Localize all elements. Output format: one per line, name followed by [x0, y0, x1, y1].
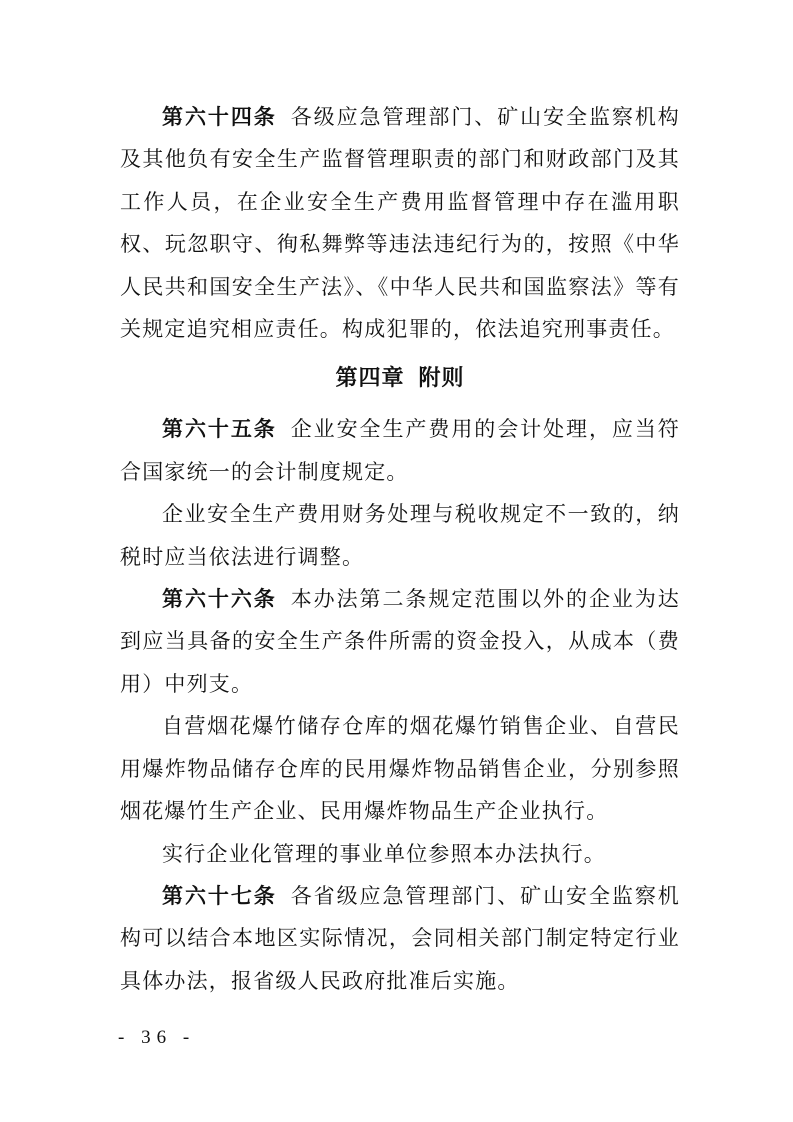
- chapter-heading: [120, 350, 680, 408]
- article-66-paragraph-3: 实行企业化管理的事业单位参照本办法执行。: [162, 841, 606, 866]
- article-65-text: 企业安全生产费用的会计处理，应当符合国家统一的会计制度规定。: [120, 417, 680, 484]
- article-66-paragraph: [120, 578, 680, 705]
- article-66-paragraph-2: 自营烟花爆竹储存仓库的烟花爆竹销售企业、自营民用爆炸物品储存仓库的民用爆炸物品销售企业，分别参照烟花爆竹生产企业、民用爆炸物品生产企业执行。: [120, 714, 680, 824]
- article-65-paragraph: [120, 408, 680, 493]
- article-67-text: 各省级应急管理部门、矿山安全监察机构可以结合本地区实际情况，会同相关部门制定特定行业具体办法，报省级人民政府批准后实施。: [120, 883, 680, 993]
- article-64-text: 各级应急管理部门、矿山安全监察机构及其他负有安全生产监督管理职责的部门和财政部门及其工作人员，在企业安全生产费用监督管理中存在滥用职权、玩忽职守、徇私舞弊等违法违纪行为的，按照《中华人民共和国安全生产法》、《中华人民共和国监察法》等有关规定追究相应责任。构成犯罪的，依法追究刑事责任。: [120, 105, 680, 342]
- article-65-paragraph-2: 企业安全生产费用财务处理与税收规定不一致的，纳税时应当依法进行调整。: [120, 502, 680, 569]
- article-64-label: 第六十四条: [162, 105, 277, 129]
- article-67-paragraph: [120, 875, 680, 1002]
- page-number: - 36 -: [118, 1027, 196, 1048]
- article-65-label: 第六十五条: [162, 417, 277, 442]
- article-67-label: 第六十七条: [162, 883, 277, 908]
- article-66-text: 本办法第二条规定范围以外的企业为达到应当具备的安全生产条件所需的资金投入，从成本（费用）中列支。: [120, 587, 680, 696]
- chapter-number: 第四章: [335, 366, 405, 392]
- chapter-title: 附则: [418, 366, 465, 392]
- article-64-paragraph: [120, 96, 680, 350]
- article-66-label: 第六十六条: [162, 587, 277, 612]
- document-body: [120, 96, 680, 1002]
